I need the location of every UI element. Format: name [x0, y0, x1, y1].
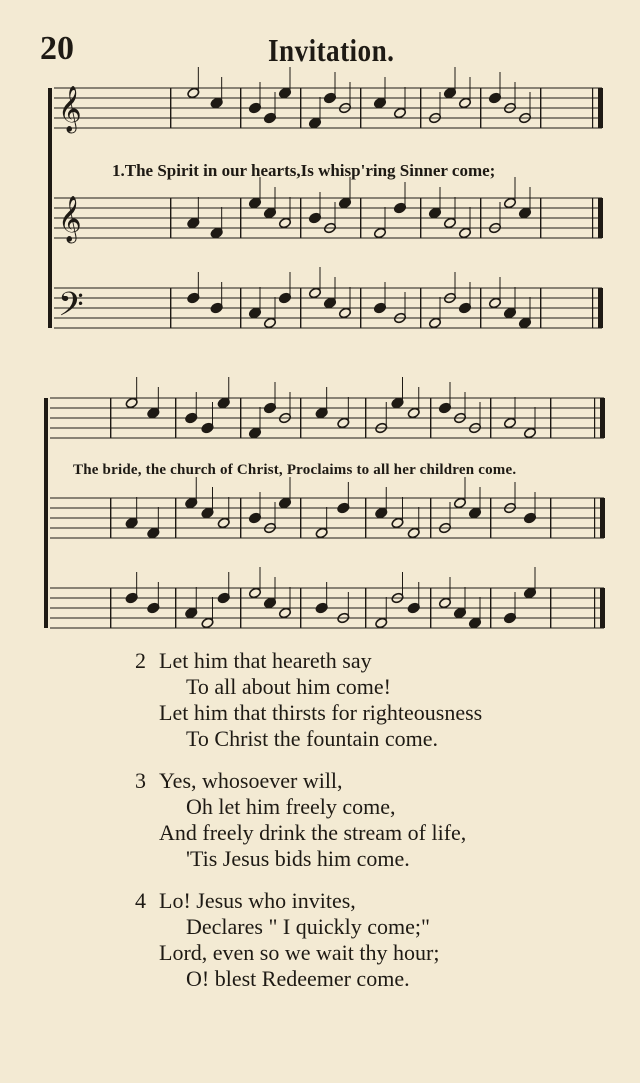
barline	[110, 398, 111, 438]
verse-line: To all about him come!	[186, 674, 391, 699]
barline	[600, 588, 605, 628]
barline	[240, 588, 241, 628]
barline	[170, 288, 171, 328]
verse-line: O! blest Redeemer come.	[186, 966, 410, 991]
barline	[360, 198, 361, 238]
barline	[300, 88, 301, 128]
barline	[240, 198, 241, 238]
barline	[300, 498, 301, 538]
barline	[430, 398, 431, 438]
barline	[110, 498, 111, 538]
barline	[490, 588, 491, 628]
barline	[540, 88, 541, 128]
barline	[592, 288, 593, 328]
barline	[110, 588, 111, 628]
barline	[300, 198, 301, 238]
barline	[360, 288, 361, 328]
verse-line: Let him that heareth say	[159, 648, 372, 673]
barline	[240, 288, 241, 328]
verse-line: Lord, even so we wait thy hour;	[159, 940, 440, 965]
barline	[170, 88, 171, 128]
barline	[594, 498, 595, 538]
barline	[240, 398, 241, 438]
barline	[598, 198, 603, 238]
verse-line: Lo! Jesus who invites,	[159, 888, 356, 913]
verse-number: 3	[135, 768, 146, 793]
system-bracket	[44, 398, 48, 628]
barline	[300, 588, 301, 628]
barline	[598, 88, 603, 128]
music-system-1	[48, 67, 603, 332]
barline	[550, 498, 551, 538]
barline	[240, 88, 241, 128]
barline	[420, 288, 421, 328]
page-number: 20	[40, 30, 74, 67]
barline	[592, 88, 593, 128]
verse-line: To Christ the fountain come.	[186, 726, 439, 751]
barline	[550, 398, 551, 438]
barline	[480, 198, 481, 238]
verse-line: And freely drink the stream of life,	[159, 820, 467, 845]
music-system-2	[44, 377, 605, 629]
barline	[430, 588, 431, 628]
barline	[600, 398, 605, 438]
lyric-line-2: The bride, the church of Christ, Proclaims to all her children come.	[73, 462, 517, 478]
verse-line: 'Tis Jesus bids him come.	[186, 846, 410, 871]
verse-4	[0, 888, 640, 992]
barline	[420, 198, 421, 238]
barline	[550, 588, 551, 628]
barline	[594, 588, 595, 628]
barline	[240, 498, 241, 538]
verse-number: 4	[135, 888, 146, 913]
barline	[490, 498, 491, 538]
clef-icon: 𝄞	[58, 196, 82, 242]
barline	[594, 398, 595, 438]
barline	[365, 588, 366, 628]
verse-2	[0, 648, 640, 752]
barline	[420, 88, 421, 128]
barline	[365, 398, 366, 438]
barline	[480, 88, 481, 128]
verse-number: 2	[135, 648, 146, 673]
verse-line: Declares " I quickly come;"	[186, 914, 430, 939]
barline	[170, 198, 171, 238]
barline	[490, 398, 491, 438]
verse-line: Yes, whosoever will,	[159, 768, 343, 793]
barline	[540, 288, 541, 328]
barline	[430, 498, 431, 538]
barline	[480, 288, 481, 328]
verses	[0, 648, 640, 1008]
barline	[600, 498, 605, 538]
lyric-line-1: 1.The Spirit in our hearts,Is whisp'ring Sinner come;	[112, 161, 496, 180]
verse-line: Oh let him freely come,	[186, 794, 396, 819]
barline	[300, 288, 301, 328]
barline	[300, 398, 301, 438]
clef-icon: 𝄢	[58, 286, 84, 332]
clef-icon: 𝄞	[58, 86, 82, 132]
barline	[175, 588, 176, 628]
barline	[175, 398, 176, 438]
barline	[360, 88, 361, 128]
barline	[365, 498, 366, 538]
barline	[540, 198, 541, 238]
verse-3	[0, 768, 640, 872]
barline	[598, 288, 603, 328]
barline	[592, 198, 593, 238]
verse-line: Let him that thirsts for righteousness	[159, 700, 483, 725]
system-bracket	[48, 88, 52, 328]
barline	[175, 498, 176, 538]
page-title: Invitation.	[268, 32, 395, 68]
